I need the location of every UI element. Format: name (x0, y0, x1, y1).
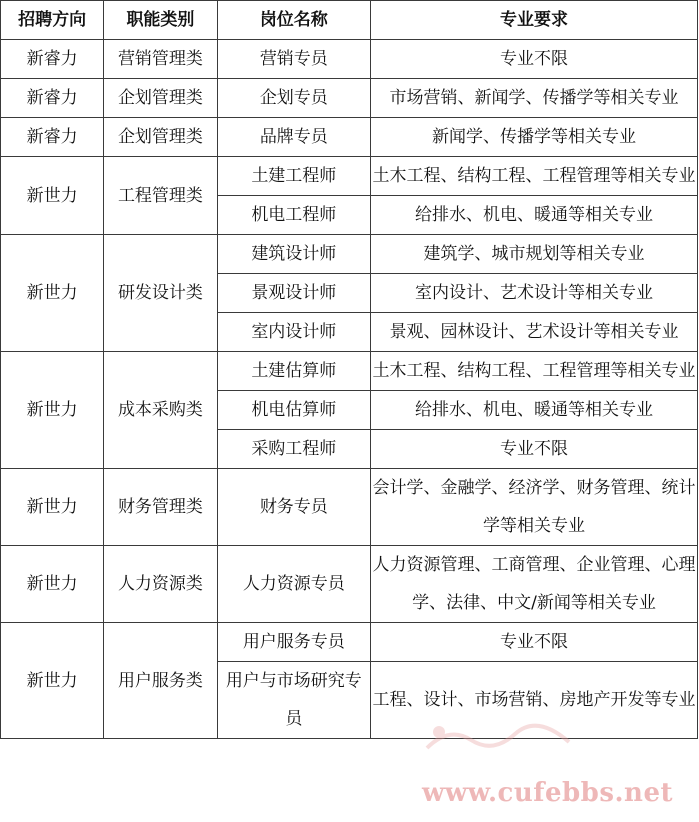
requirement-cell: 工程、设计、市场营销、房地产开发等专业 (371, 662, 698, 739)
requirement-cell: 专业不限 (371, 623, 698, 662)
requirement-cell: 新闻学、传播学等相关专业 (371, 118, 698, 157)
category-cell: 财务管理类 (104, 469, 217, 546)
requirement-cell: 给排水、机电、暖通等相关专业 (371, 196, 698, 235)
position-cell: 建筑设计师 (217, 235, 370, 274)
header-row (1, 1, 698, 40)
direction-cell: 新睿力 (1, 118, 104, 157)
requirement-cell: 给排水、机电、暖通等相关专业 (371, 391, 698, 430)
position-cell: 室内设计师 (217, 313, 370, 352)
requirement-cell: 室内设计、艺术设计等相关专业 (371, 274, 698, 313)
category-cell: 人力资源类 (104, 546, 217, 623)
table-row (1, 40, 698, 79)
table-row (1, 623, 698, 662)
table-row (1, 546, 698, 623)
position-cell: 景观设计师 (217, 274, 370, 313)
category-cell: 工程管理类 (104, 157, 217, 235)
requirement-cell: 人力资源管理、工商管理、企业管理、心理学、法律、中文/新闻等相关专业 (371, 546, 698, 623)
table-row (1, 235, 698, 274)
requirement-cell: 建筑学、城市规划等相关专业 (371, 235, 698, 274)
requirement-cell: 专业不限 (371, 430, 698, 469)
requirement-cell: 景观、园林设计、艺术设计等相关专业 (371, 313, 698, 352)
category-cell: 研发设计类 (104, 235, 217, 352)
watermark-text: www.cufebbs.net (421, 778, 673, 808)
table-row (1, 118, 698, 157)
header-category: 职能类别 (104, 1, 217, 40)
direction-cell: 新世力 (1, 546, 104, 623)
requirement-cell: 土木工程、结构工程、工程管理等相关专业 (371, 352, 698, 391)
position-cell: 用户服务专员 (217, 623, 370, 662)
position-cell: 机电工程师 (217, 196, 370, 235)
header-direction: 招聘方向 (1, 1, 104, 40)
position-cell: 机电估算师 (217, 391, 370, 430)
category-cell: 用户服务类 (104, 623, 217, 739)
requirement-cell: 会计学、金融学、经济学、财务管理、统计学等相关专业 (371, 469, 698, 546)
position-cell: 人力资源专员 (217, 546, 370, 623)
position-cell: 土建工程师 (217, 157, 370, 196)
requirement-cell: 市场营销、新闻学、传播学等相关专业 (371, 79, 698, 118)
header-requirement: 专业要求 (371, 1, 698, 40)
position-cell: 品牌专员 (217, 118, 370, 157)
position-cell: 企划专员 (217, 79, 370, 118)
table-row (1, 157, 698, 196)
direction-cell: 新睿力 (1, 40, 104, 79)
direction-cell: 新世力 (1, 352, 104, 469)
direction-cell: 新世力 (1, 469, 104, 546)
position-cell: 营销专员 (217, 40, 370, 79)
header-position: 岗位名称 (217, 1, 370, 40)
table-row (1, 79, 698, 118)
requirement-cell: 专业不限 (371, 40, 698, 79)
watermark-logo-icon (419, 720, 579, 756)
position-cell: 用户与市场研究专员 (217, 662, 370, 739)
category-cell: 企划管理类 (104, 79, 217, 118)
direction-cell: 新睿力 (1, 79, 104, 118)
category-cell: 成本采购类 (104, 352, 217, 469)
table-row (1, 352, 698, 391)
direction-cell: 新世力 (1, 235, 104, 352)
direction-cell: 新世力 (1, 157, 104, 235)
position-cell: 财务专员 (217, 469, 370, 546)
position-cell: 土建估算师 (217, 352, 370, 391)
table-row (1, 469, 698, 546)
requirement-cell: 土木工程、结构工程、工程管理等相关专业 (371, 157, 698, 196)
position-cell: 采购工程师 (217, 430, 370, 469)
category-cell: 营销管理类 (104, 40, 217, 79)
direction-cell: 新世力 (1, 623, 104, 739)
category-cell: 企划管理类 (104, 118, 217, 157)
